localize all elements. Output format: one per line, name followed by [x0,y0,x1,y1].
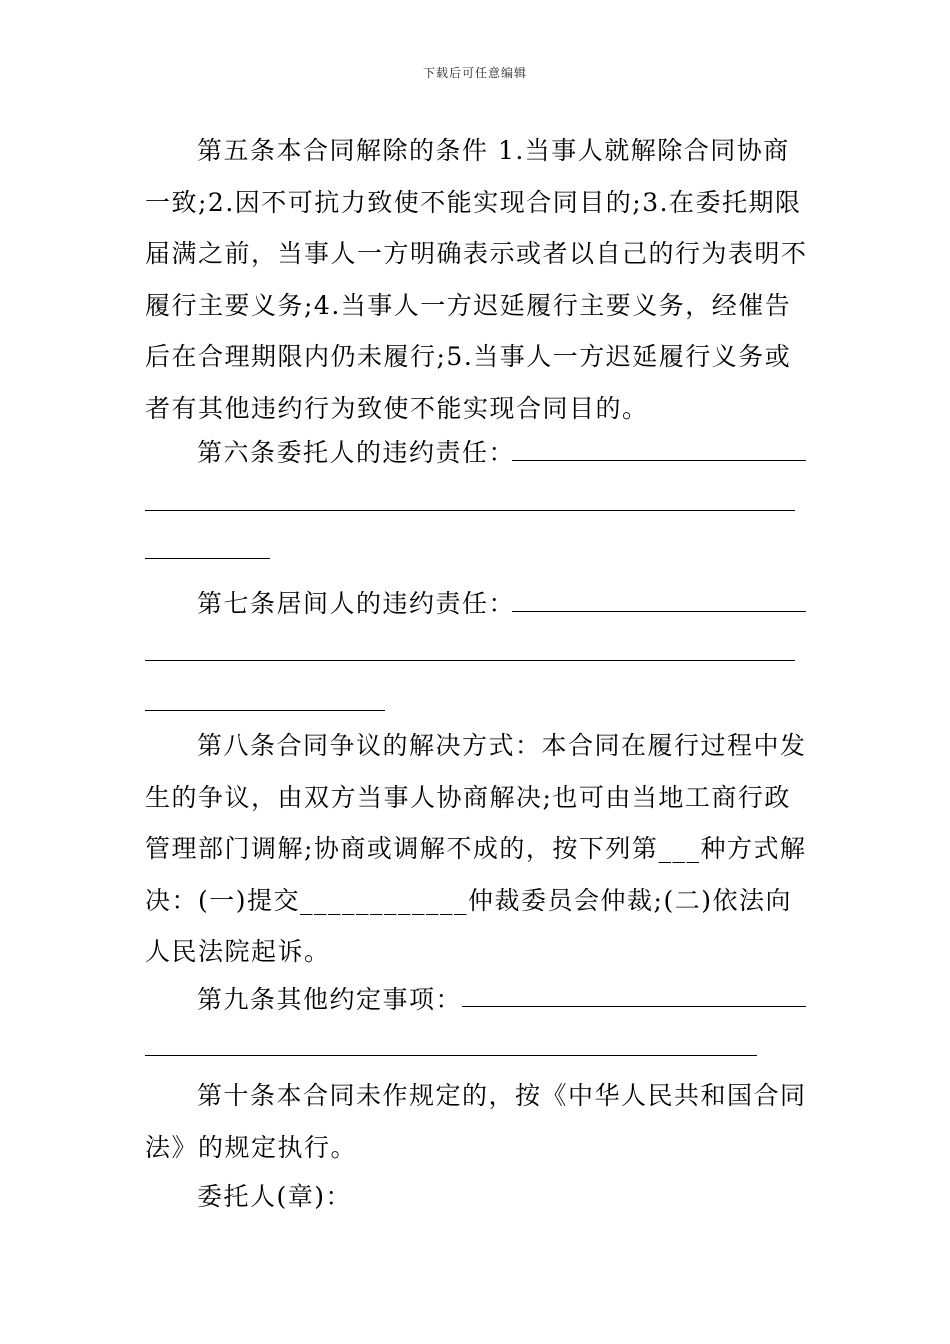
article-5 [145,125,810,434]
article-6-blank-line-2 [145,510,795,511]
article-9-blank-line-2 [145,1055,757,1056]
article-10 [145,1070,810,1173]
article-5-text: 第五条本合同解除的条件 1.当事人就解除合同协商一致;2.因不可抗力致使不能实现合同目的;3.在委托期限届满之前，当事人一方明确表示或者以自己的行为表明不履行主要义务;4.当事人一方迟延履行主要义务，经催告后在合理期限内仍未履行;5.当事人一方迟延履行义务或者有其他违约行为致使不能实现合同目的。 [145,136,808,423]
article-6-blank-line-1 [512,460,806,461]
article-7-blank-line-3 [145,710,385,711]
article-6-label: 第六条委托人的违约责任： [197,438,516,467]
article-8 [145,720,810,978]
article-8-blank-arbitration: ____________ [300,885,469,915]
signature-client-label: 委托人(章)： [197,1182,353,1211]
article-6-blank-line-3 [145,558,270,559]
article-8-text-2: 种方式解决：(一)提交 [145,834,807,915]
page-header: 下载后可任意编辑 [422,66,527,80]
article-10-text: 第十条本合同未作规定的，按《中华人民共和国合同法》的规定执行。 [145,1081,807,1162]
article-8-text-1: 第八条合同争议的解决方式：本合同在履行过程中发生的争议，由双方当事人协商解决;也可由当地工商行政管理部门调解;协商或调解不成的，按下列第 [145,731,807,863]
article-8-text-3: 仲裁委员会仲裁;(二)依法向人民法院起诉。 [145,885,792,966]
article-9-blank-line-1 [462,1006,806,1007]
article-9-label: 第九条其他约定事项： [197,985,463,1014]
article-7-label: 第七条居间人的违约责任： [197,589,516,618]
article-8-blank-option: ___ [658,834,701,863]
article-7-blank-line-1 [512,611,806,612]
article-7-blank-line-2 [145,660,795,661]
